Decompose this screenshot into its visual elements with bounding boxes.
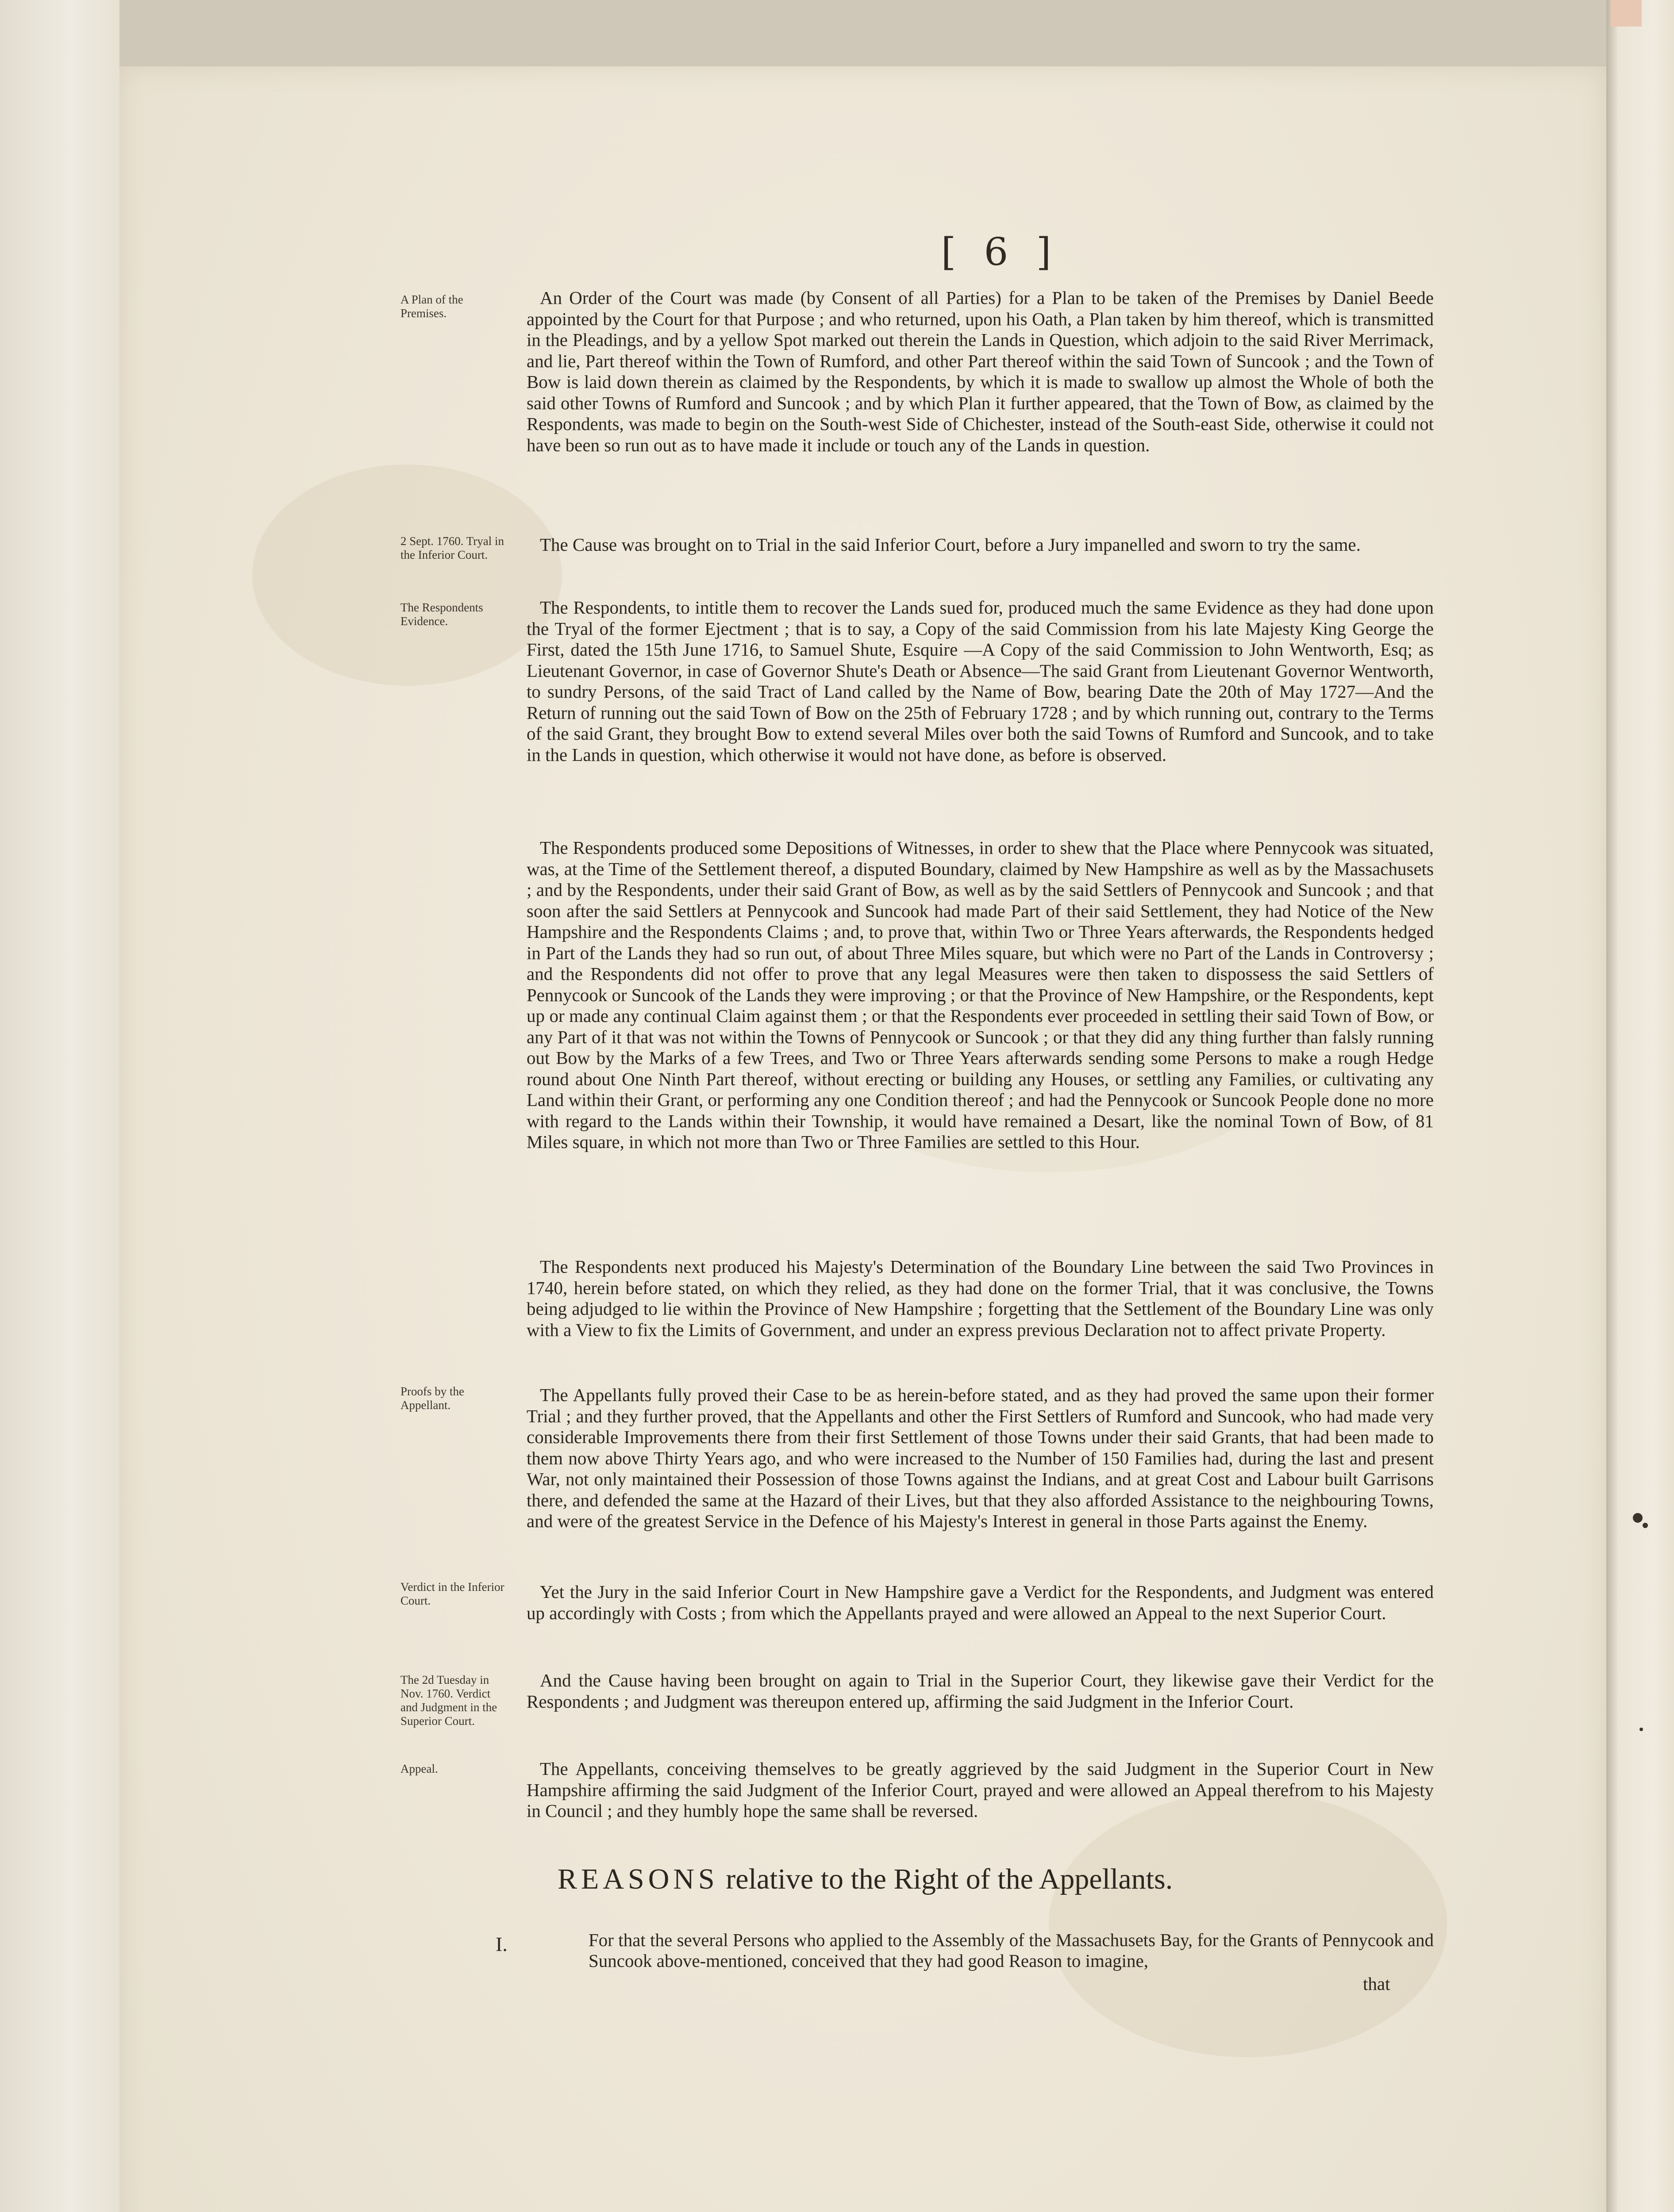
- paragraph-depositions: The Respondents produced some Depositions of Witnesses, in order to shew that the Place where Pennycook was situated, was, at the Time of the Settlement thereof, a disputed Boundary, claimed by New Hampshire as well as by the Massachusets ; and by the Respondents, under their said Grant of Bow, as well as by the said Settlers of Pennycook and Suncook ; and that soon after the said Settlers at Pennycook and Suncook had made Part of their said Settlement, they had Notice of the New Hampshire and the Respondents Claims ; and, to prove that, within Two or Three Years afterwards, the Respondents hedged in Part of the Lands they had so run out, of about Three Miles square, but which were no Part of the Lands in Controversy ; and the Respondents did not offer to prove that any legal Measures were then taken to dispossess the said Settlers of Pennycook or Suncook of the Lands they were improving ; or that the Province of New Hampshire, or the Respondents, kept up or made any continual Claim against them ; or that the Respondents ever proceeded in settling their said Town of Bow, or any Part of it that was not within the Towns of Pennycook or Suncook ; or that they did any thing further than falsly running out Bow by the Marks of a few Trees, and Two or Three Years afterwards sending some Persons to make a rough Hedge round about One Ninth Part thereof, without erecting or building any Houses, or settling any Families, or cultivating any Land within their Grant, or performing any one Condition thereof ; and had the Pennycook or Suncook People done no more with regard to the Lands within their Township, it would have remained a Desart, like the nominal Town of Bow, of 81 Miles square, in which not more than Two or Three Families are settled to this Hour.: [527, 837, 1434, 1152]
- binding-strip: [1611, 0, 1642, 27]
- catchword: that: [1363, 1974, 1390, 1994]
- margin-note-verdict: Verdict in the Inferior Court.: [400, 1580, 504, 1607]
- margin-note-plan: A Plan of the Premises.: [400, 293, 463, 320]
- reasons-heading: [558, 1863, 1398, 1896]
- margin-note-proofs: Proofs by the Appellant.: [400, 1385, 464, 1412]
- paragraph-trial-inferior-court: The Cause was brought on to Trial in the said Inferior Court, before a Jury impanelled and sworn to try the same.: [540, 534, 1361, 555]
- adjacent-page-edge: [1606, 0, 1674, 2212]
- paragraph-appeal: The Appellants, conceiving themselves to be greatly aggrieved by the said Judgment in the Superior Court in New Hampshire affirming the said Judgment of the Inferior Court, prayed and were allowed an Appeal therefrom to his Majesty in Council ; and they humbly hope the same shall be reversed.: [527, 1759, 1434, 1821]
- paragraph-inferior-verdict: Yet the Jury in the said Inferior Court in New Hampshire gave a Verdict for the Respondents, and Judgment was entered up accordingly with Costs ; from which the Appellants prayed and were allowed an Appeal to the next Superior Court.: [527, 1582, 1434, 1623]
- reason-one-text: For that the several Persons who applied to the Assembly of the Massachusets Bay, for the Grants of Pennycook and Suncook above-mentioned, conceived that they had good Reason to imagine,: [589, 1930, 1434, 1971]
- page-number: [ 6 ]: [941, 230, 1059, 274]
- margin-note-respondents-evidence: The Respondents Evidence.: [400, 601, 483, 628]
- reason-numeral: I.: [496, 1933, 508, 1955]
- ink-speck: [1639, 1728, 1643, 1731]
- left-margin-edge: [0, 0, 119, 2212]
- paragraph-respondents-evidence: The Respondents, to intitle them to recover the Lands sued for, produced much the same Evidence as they had done upon the Tryal of the former Ejectment ; that is to say, a Copy of the said Commission from his late Majesty King George the First, dated the 15th June 1716, to Samuel Shute, Esquire —A Copy of the said Commission to John Wentworth, Esq; as Lieutenant Governor, in case of Governor Shute's Death or Absence—The said Grant from Lieutenant Governor Wentworth, to sundry Persons, of the said Tract of Land called by the Name of Bow, bearing Date the 20th of May 1727—And the Return of running out the said Town of Bow on the 25th of February 1728 ; and by which running out, contrary to the Terms of the said Grant, they brought Bow to extend several Miles over both the said Towns of Rumford and Suncook, and to take in the Lands in question, which otherwise it would not have done, as before is observed.: [527, 597, 1434, 765]
- reasons-heading-rest: relative to the Right of the Appellants.: [726, 1863, 1173, 1895]
- ink-speck: [1633, 1513, 1643, 1523]
- ink-speck: [1643, 1523, 1648, 1528]
- margin-note-appeal: Appeal.: [400, 1762, 438, 1775]
- margin-note-trial-date: 2 Sept. 1760. Tryal in the Inferior Court.: [400, 534, 504, 561]
- reasons-heading-caps: REASONS: [558, 1863, 719, 1895]
- paragraph-boundary-determination: The Respondents next produced his Majesty's Determination of the Boundary Line between the said Two Provinces in 1740, herein before stated, on which they relied, as they had done on the former Trial, that it was conclusive, the Towns being adjudged to lie within the Province of New Hampshire ; forgetting that the Settlement of the Boundary Line was only with a View to fix the Limits of Government, and under an express previous Declaration not to affect private Property.: [527, 1256, 1434, 1340]
- paper-stain: [252, 465, 562, 686]
- paragraph-plan-of-premises: An Order of the Court was made (by Consent of all Parties) for a Plan to be taken of the Premises by Daniel Beede appointed by the Court for that Purpose ; and who returned, upon his Oath, a Plan taken by him thereof, which is transmitted in the Pleadings, and by a yellow Spot marked out therein the Lands in Question, which adjoin to the said River Merrimack, and lie, Part thereof within the Town of Rumford, and other Part thereof within the said Town of Suncook ; and the Town of Bow is laid down therein as claimed by the Respondents, by which it is made to swallow up almost the Whole of both the said other Towns of Rumford and Suncook ; and by which Plan it further appeared, that the Town of Bow, as claimed by the Respondents, was made to begin on the South-west Side of Chichester, instead of the South-east Side, otherwise it could not have been so run out as to have made it include or touch any of the Lands in question.: [527, 288, 1434, 455]
- paper-stain: [1049, 1792, 1447, 2057]
- paragraph-superior-verdict: And the Cause having been brought on again to Trial in the Superior Court, they likewise gave their Verdict for the Respondents ; and Judgment was thereupon entered up, affirming the said Judgment in the Inferior Court.: [527, 1670, 1434, 1712]
- margin-note-superior-court: The 2d Tuesday in Nov. 1760. Verdict and Judgment in the Superior Court.: [400, 1673, 497, 1728]
- paragraph-appellants-proofs: The Appellants fully proved their Case to be as herein-before stated, and as they had proved the same upon their former Trial ; and they further proved, that the Appellants and other the First Settlers of Rumford and Suncook, who had made very considerable Improvements there from their first Settlement of those Towns under their said Grants, that had been made to them now above Thirty Years ago, and who were increased to the Number of 150 Families had, during the last and present War, not only maintained their Possession of those Towns against the Indians, and at great Cost and Labour built Garrisons there, and defended the same at the Hazard of their Lives, but that they also afforded Assistance to the neighbouring Towns, and were of the greatest Service in the Defence of his Majesty's Interest in general in those Parts against the Enemy.: [527, 1385, 1434, 1531]
